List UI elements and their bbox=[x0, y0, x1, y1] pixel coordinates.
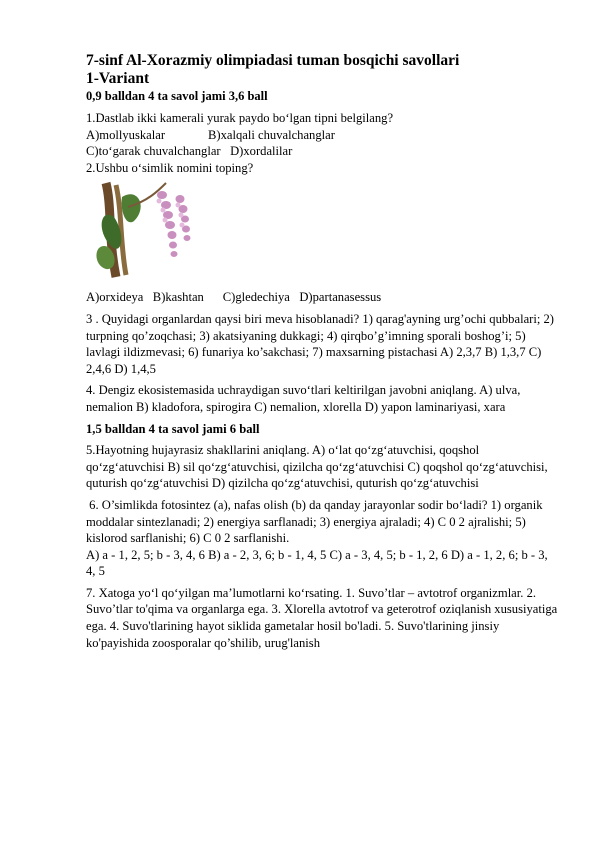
document-title: 7-sinf Al-Xorazmiy olimpiadasi tuman bosqichi savollari bbox=[86, 52, 460, 69]
question-5: 5.Hayotning hujayrasiz shakllarini aniqlang. A) o‘lat qo‘zg‘atuvchisi, qoqshol qo‘zg‘atuvchisi B) sil qo‘zg‘atuvchisi, qizilcha qo‘zg‘atuvchisi C) qoqshol qo‘zg‘atuvchisi, quturish qo‘zg‘atuvchisi D) qizilcha qo‘zg‘atuvchisi, quturish qo‘zg‘atuvchisi bbox=[86, 443, 548, 491]
question-6-answers: A) a - 1, 2, 5; b - 3, 4, 6 B) a - 2, 3, 6; b - 1, 4, 5 C) a - 3, 4, 5; b - 1, 2, 6 D) a - 1, 2, 6; b - 3, 4, 5 bbox=[86, 547, 548, 579]
question-1: 1.Dastlab ikki kamerali yurak paydo bo‘lgan tipni belgilang? bbox=[86, 111, 394, 125]
question-3: 3 . Quyidagi organlardan qaysi biri meva hisoblanadi? 1) qarag'ayning urg’ochi qubbalari; 2) turpning qo’zoqchasi; 3) akatsiyaning dukkagi; 4) qirqbo’g’imning sporali boshog’i; 5) lavlagi ildizmevasi; 6) funariya ko’sakchasi; 7) maxsarning pistachasi A) 2,3,7 B) 1,3,7 C) 2,4,6 D) 1,4,5 bbox=[86, 311, 554, 376]
question-4: 4. Dengiz ekosistemasida uchraydigan suvo‘tlari keltirilgan javobni aniqlang. A) ulva, nemalion B) kladofora, spirogira C) nemalion, xlorella D) yapon laminariyasi, xara bbox=[86, 383, 521, 414]
question-1-option-a: A)mollyuskalar bbox=[86, 127, 166, 142]
question-1-options-row bbox=[86, 127, 558, 144]
question-2: 2.Ushbu o‘simlik nomini toping? bbox=[86, 160, 254, 175]
question-7: 7. Xatoga yo‘l qo‘yilgan ma’lumotlarni ko‘rsating. 1. Suvo’tlar – avtotrof organizmlar. 2. Suvo’tlar to'qima va organlarga ega. 3. Xlorella avtotrof va geterotrof oziqlanish xususiyatiga ega. 4. Suvo'tlarining hayot siklida gametalar hosil bo'ladi. 5. Suvo'tlarining jinsiy ko'payishida zoosporalar qo’shilib, urug'lanish bbox=[86, 585, 558, 650]
section-heading-1: 0,9 balldan 4 ta savol jami 3,6 ball bbox=[86, 89, 268, 103]
variant-heading: 1-Variant bbox=[86, 70, 150, 87]
orchid-plant-image bbox=[92, 177, 202, 281]
question-1-option-b: B)xalqali chuvalchanglar bbox=[208, 127, 335, 142]
section-heading-2: 1,5 balldan 4 ta savol jami 6 ball bbox=[86, 421, 260, 436]
question-1-options-cd: C)to‘garak chuvalchanglar D)xordalilar bbox=[86, 144, 293, 159]
question-6: 6. O’simlikda fotosintez (a), nafas olish (b) da qanday jarayonlar sodir bo‘ladi? 1) organik moddalar sintezlanadi; 2) energiya sarflanadi; 3) energiya ajraladi; 4) C 0 2 ajralishi; 5) kislorod sarflanishi; 6) C 0 2 sarflanishi. bbox=[86, 497, 546, 546]
question-2-options: A)orxideya B)kashtan C)gledechiya D)partanasessus bbox=[86, 290, 382, 305]
document-page bbox=[86, 52, 558, 651]
